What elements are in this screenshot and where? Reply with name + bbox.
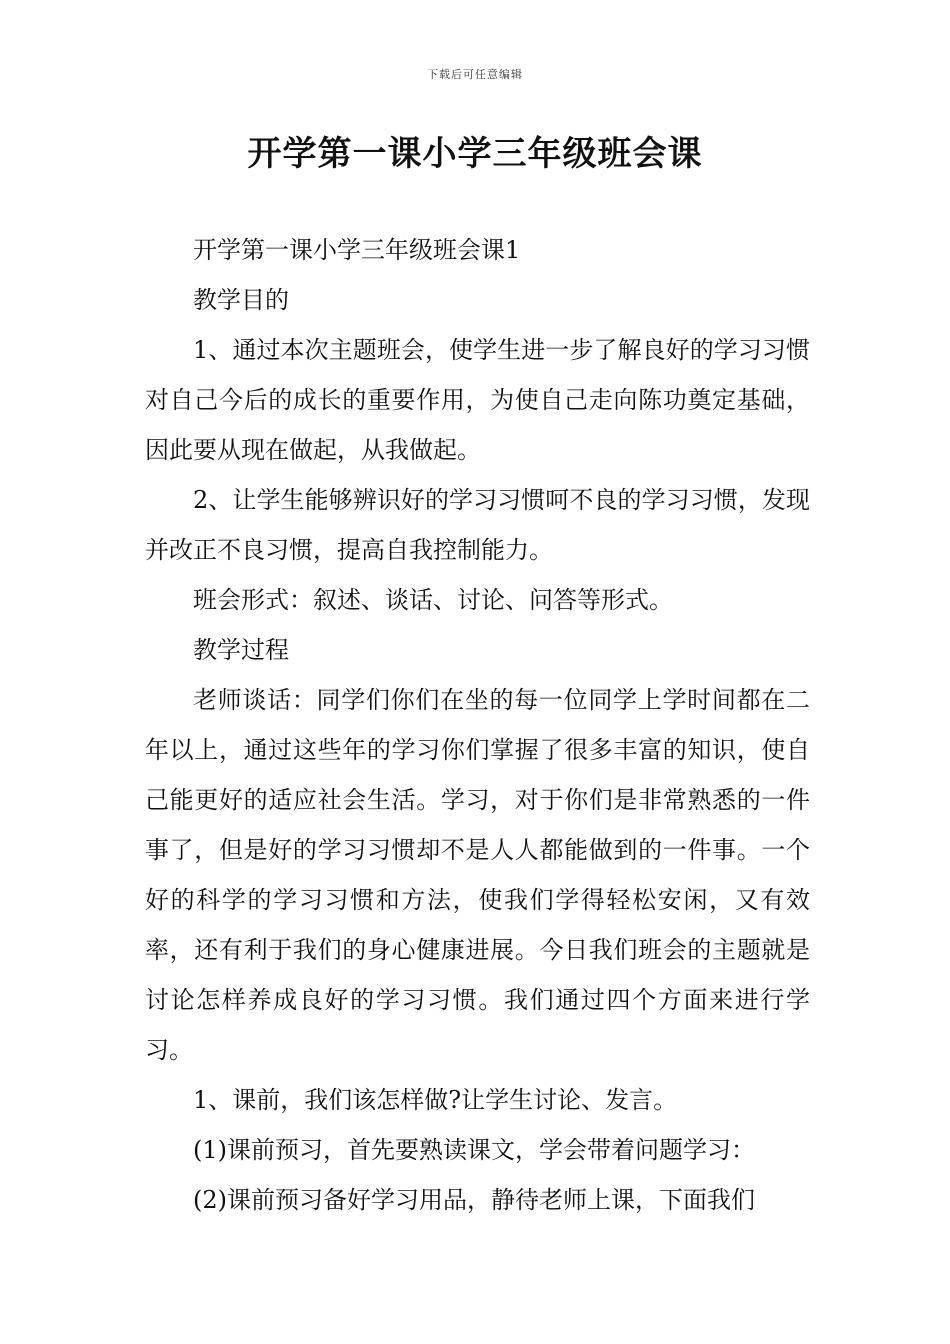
- paragraph-heading-objectives: 教学目的: [193, 286, 289, 314]
- paragraph-teacher-talk: 老师谈话：同学们你们在坐的每一位同学上学时间都在二年以上，通过这些年的学习你们掌握了很多丰富的知识，使自己能更好的适应社会生活。学习，对于你们是非常熟悉的一件事了，但是好的学习习惯却不是人人都能做到的一件事。一个好的科学的学习习惯和方法，使我们学得轻松安闲，又有效率，还有利于我们的身心健康进展。今日我们班会的主题就是讨论怎样养成良好的学习习惯。我们通过四个方面来进行学习。: [145, 686, 810, 1064]
- paragraph-subtitle: 开学第一课小学三年级班会课1: [193, 236, 521, 264]
- document-body: [145, 225, 810, 1225]
- document-title: 开学第一课小学三年级班会课: [247, 134, 703, 174]
- paragraph-step-1b: (2)课前预习备好学习用品，静待老师上课，下面我们: [193, 1186, 755, 1214]
- paragraph-objective-1: 1、通过本次主题班会，使学生进一步了解良好的学习习惯对自己今后的成长的重要作用，为使自己走向陈功奠定基础，因此要从现在做起，从我做起。: [145, 336, 810, 464]
- paragraph-step-1: 1、课前，我们该怎样做?让学生讨论、发言。: [193, 1086, 678, 1114]
- header-note: 下载后可任意编辑: [427, 68, 523, 81]
- paragraph-format: 班会形式：叙述、谈话、讨论、问答等形式。: [193, 586, 673, 614]
- paragraph-objective-2: 2、让学生能够辨识好的学习习惯呵不良的学习习惯，发现并改正不良习惯，提高自我控制能力。: [145, 486, 810, 564]
- paragraph-heading-process: 教学过程: [193, 636, 289, 664]
- paragraph-step-1a: (1)课前预习，首先要熟读课文，学会带着问题学习：: [193, 1136, 755, 1164]
